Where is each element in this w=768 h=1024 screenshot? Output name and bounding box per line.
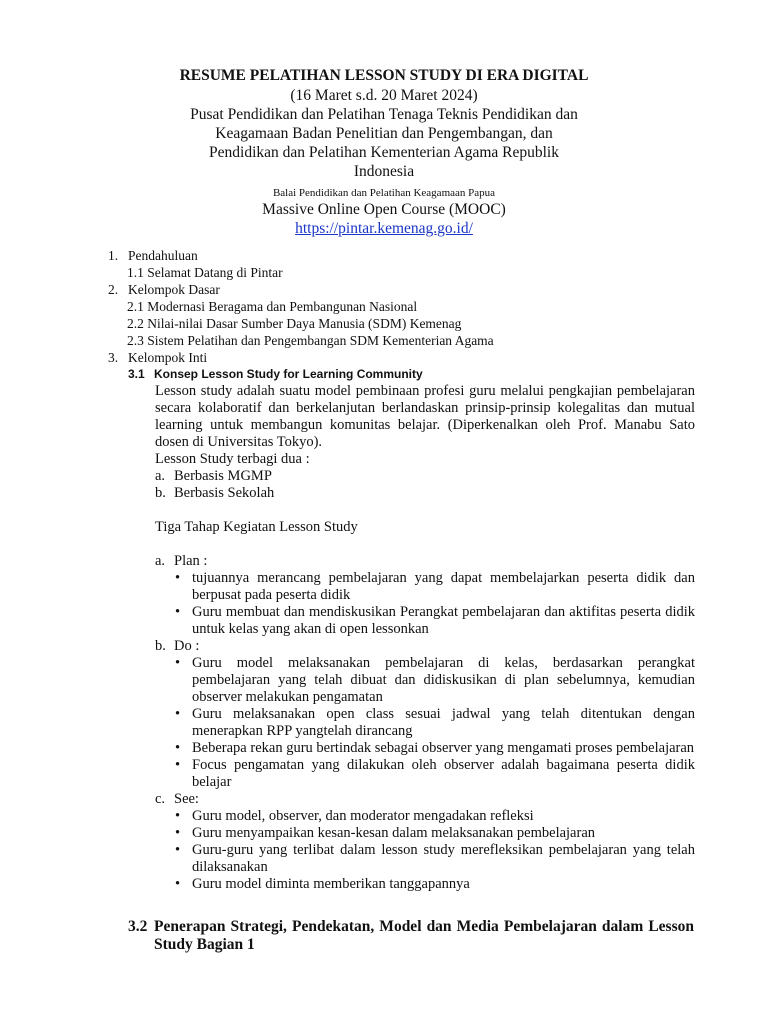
bullet-icon: • bbox=[175, 842, 181, 858]
section-title: Penerapan Strategi, Pendekatan, Model dan Media Pembelajaran dalam Lesson Study Bagian 1 bbox=[154, 918, 694, 953]
stage-heading bbox=[155, 791, 695, 808]
section-title: Konsep Lesson Study for Learning Community bbox=[154, 367, 423, 381]
toc-item bbox=[108, 349, 494, 366]
section-3-1-body bbox=[155, 383, 695, 893]
toc-label: 2.2 Nilai-nilai Dasar Sumber Daya Manusia (SDM) Kemenag bbox=[127, 316, 462, 331]
stage-label: c. bbox=[155, 791, 166, 807]
toc-label: 1.1 Selamat Datang di Pintar bbox=[127, 265, 283, 280]
bullet-text: Guru model, observer, dan moderator mengadakan refleksi bbox=[192, 808, 534, 824]
org-line: Pusat Pendidikan dan Pelatihan Tenaga Teknis Pendidikan dan bbox=[190, 106, 578, 123]
bullet-item bbox=[155, 808, 695, 825]
stage-heading bbox=[155, 638, 695, 655]
toc-label: Pendahuluan bbox=[128, 248, 198, 263]
bullet-text: Guru model melaksanakan pembelajaran di kelas, berdasarkan perangkat pembelajaran yang telah dibuat dan didiskusikan di plan sebelumnya, kemudian observer melakukan pengamatan bbox=[192, 655, 695, 705]
list-item bbox=[155, 468, 695, 485]
bullet-icon: • bbox=[175, 808, 181, 824]
table-of-contents bbox=[108, 247, 494, 366]
document-title: RESUME PELATIHAN LESSON STUDY DI ERA DIGITAL bbox=[179, 67, 589, 84]
bullet-text: Guru menyampaikan kesan-kesan dalam melaksanakan pembelajaran bbox=[192, 825, 596, 841]
date-range: (16 Maret s.d. 20 Maret 2024) bbox=[290, 87, 478, 104]
toc-label: Kelompok Inti bbox=[128, 350, 208, 365]
list-label: b. bbox=[155, 485, 166, 501]
stage-name: See: bbox=[174, 791, 199, 807]
bullet-icon: • bbox=[175, 655, 181, 671]
bullet-item bbox=[155, 842, 695, 876]
list-text: Berbasis Sekolah bbox=[174, 485, 275, 501]
section-number: 3.2 bbox=[128, 918, 148, 935]
toc-label: 2.3 Sistem Pelatihan dan Pengembangan SDM Kementerian Agama bbox=[127, 333, 494, 348]
bullet-item bbox=[155, 570, 695, 604]
list-text: Berbasis MGMP bbox=[174, 468, 272, 484]
list-item bbox=[155, 485, 695, 502]
bullet-icon: • bbox=[175, 757, 181, 773]
stages-list bbox=[155, 553, 695, 893]
list-label: a. bbox=[155, 468, 166, 484]
stage-label: a. bbox=[155, 553, 166, 569]
toc-item bbox=[108, 281, 494, 298]
stage-label: b. bbox=[155, 638, 166, 654]
bullet-item bbox=[155, 655, 695, 706]
bullet-item bbox=[155, 740, 695, 757]
bullet-text: tujuannya merancang pembelajaran yang dapat membelajarkan peserta didik dan berpusat pada peserta didik bbox=[192, 570, 695, 603]
toc-number: 1. bbox=[108, 248, 119, 263]
bullet-text: Beberapa rekan guru bertindak sebagai observer yang mengamati proses pembelajaran bbox=[192, 740, 695, 756]
toc-label: 2.1 Modernasi Beragama dan Pembangunan Nasional bbox=[127, 299, 418, 314]
bullet-icon: • bbox=[175, 876, 181, 892]
bullet-icon: • bbox=[175, 706, 181, 722]
bullet-text: Guru membuat dan mendiskusikan Perangkat pembelajaran dan aktifitas peserta didik untuk kelas yang akan di open lessonkan bbox=[192, 604, 695, 637]
bullet-icon: • bbox=[175, 825, 181, 841]
bullet-item bbox=[155, 706, 695, 740]
toc-label: Kelompok Dasar bbox=[128, 282, 220, 297]
stage-heading bbox=[155, 553, 695, 570]
bullet-text: Guru melaksanakan open class sesuai jadwal yang telah ditentukan dengan menerapkan RPP yangtelah dirancang bbox=[192, 706, 695, 739]
toc-number: 3. bbox=[108, 350, 119, 365]
toc-item bbox=[108, 315, 494, 332]
bullet-icon: • bbox=[175, 604, 181, 620]
intro-paragraph: Lesson study adalah suatu model pembinaan profesi guru melalui pengkajian pembelajaran secara kolaboratif dan berkelanjutan berlandaskan prinsip-prinsip kolegalitas dan mutual learning untuk membangun komunitas belajar. (Diperkenalkan oleh Prof. Manabu Sato dosen di Universitas Tokyo). bbox=[155, 383, 695, 450]
toc-item bbox=[108, 332, 494, 349]
toc-item bbox=[108, 264, 494, 281]
section-3-1-heading bbox=[128, 366, 423, 382]
bullet-icon: • bbox=[175, 570, 181, 586]
pintar-link[interactable]: https://pintar.kemenag.go.id/ bbox=[295, 220, 473, 237]
bullet-item bbox=[155, 604, 695, 638]
bullet-item bbox=[155, 825, 695, 842]
org-line: Pendidikan dan Pelatihan Kementerian Agama Republik bbox=[209, 144, 559, 161]
mooc-block bbox=[0, 200, 768, 238]
toc-number: 2. bbox=[108, 282, 119, 297]
mooc-label: Massive Online Open Course (MOOC) bbox=[262, 201, 506, 218]
toc-item bbox=[108, 298, 494, 315]
bullet-text: Guru model diminta memberikan tanggapannya bbox=[192, 876, 470, 892]
org-line: Keagamaan Badan Penelitian dan Pengembangan, dan bbox=[215, 125, 553, 142]
document-header-info bbox=[0, 86, 768, 181]
stage-name: Plan : bbox=[174, 553, 208, 569]
org-line: Indonesia bbox=[353, 163, 415, 180]
bullet-text: Focus pengamatan yang dilakukan oleh observer adalah bagaimana peserta didik belajar bbox=[192, 757, 695, 790]
stages-title: Tiga Tahap Kegiatan Lesson Study bbox=[155, 519, 358, 535]
bullet-item bbox=[155, 757, 695, 791]
section-3-2-heading bbox=[128, 918, 694, 954]
toc-item bbox=[108, 247, 494, 264]
section-number: 3.1 bbox=[128, 367, 145, 381]
bullet-item bbox=[155, 876, 695, 893]
types-intro: Lesson Study terbagi dua : bbox=[155, 451, 310, 467]
bullet-text: Guru-guru yang terlibat dalam lesson study merefleksikan pembelajaran yang telah dilaksanakan bbox=[192, 842, 695, 875]
bullet-icon: • bbox=[175, 740, 181, 756]
institution-name: Balai Pendidikan dan Pelatihan Keagamaan Papua bbox=[272, 187, 496, 199]
stage-name: Do : bbox=[174, 638, 200, 654]
